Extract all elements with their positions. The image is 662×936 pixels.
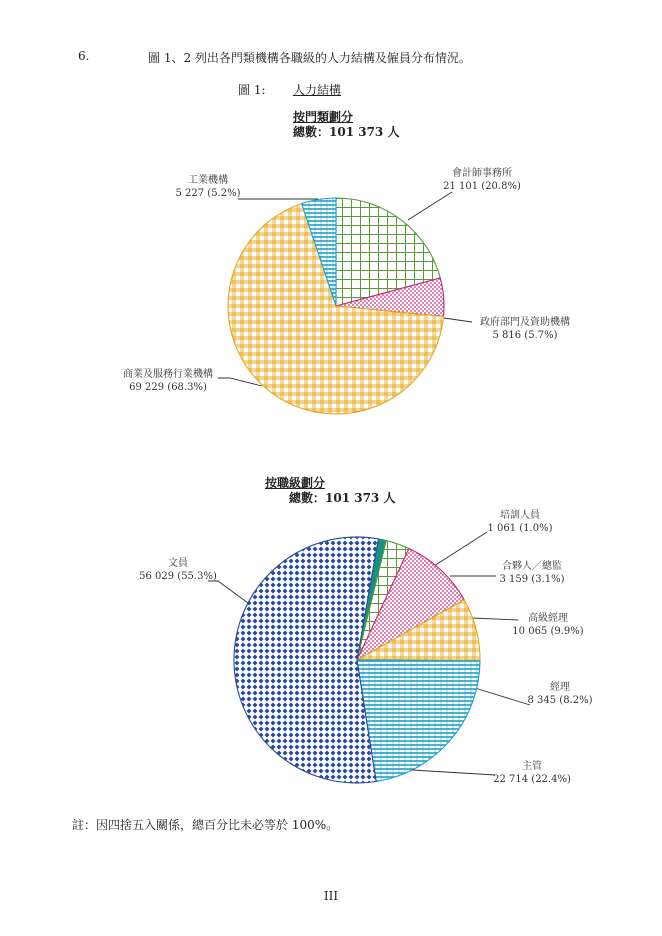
chart1-slice-value-2: 69 229 (68.3%) — [129, 382, 207, 393]
chart2-slice-value-2: 10 065 (9.9%) — [512, 626, 584, 637]
chart2-leader-line-2 — [472, 618, 518, 620]
paragraph-text: 圖 1、2 列出各門類機構各職級的人力結構及僱員分布情況。 — [148, 51, 471, 65]
chart1-slice-value-3: 5 227 (5.2%) — [175, 188, 241, 199]
chart1-leader-line-0 — [408, 192, 452, 220]
chart1-slice-value-0: 21 101 (20.8%) — [443, 181, 521, 192]
chart2-slice-value-5: 56 029 (55.3%) — [139, 571, 217, 582]
footnote: 註：因四捨五入關係，總百分比未必等於 100%。 — [72, 818, 339, 832]
chart2-pie-slice-4 — [357, 660, 480, 781]
chart2-slice-label-0: 培訓人員 — [500, 510, 540, 521]
chart2-pie-slice-5 — [234, 537, 378, 783]
chart1-slice-label-1: 政府部門及資助機構 — [480, 317, 570, 328]
chart2-leader-line-3 — [475, 688, 530, 705]
chart1-slice-value-1: 5 816 (5.7%) — [492, 330, 558, 341]
figure-label: 圖 1: — [238, 83, 266, 97]
chart2-slice-label-3: 經理 — [550, 682, 570, 693]
chart1-heading: 按門類劃分 — [293, 110, 354, 124]
chart2-slice-label-1: 合夥人／總監 — [502, 561, 562, 572]
chart2-slice-value-3: 8 345 (8.2%) — [527, 695, 593, 706]
chart1-slice-label-2: 商業及服務行業機構 — [123, 369, 213, 380]
paragraph-number: 6. — [78, 49, 90, 63]
chart2-leader-line-5 — [208, 581, 248, 603]
chart2-slice-value-4: 22 714 (22.4%) — [493, 774, 571, 785]
chart2-heading: 按職級劃分 — [265, 476, 326, 490]
chart2-slice-value-0: 1 061 (1.0%) — [487, 523, 553, 534]
chart2-leader-line-4 — [412, 770, 495, 775]
chart2-total: 總數：101 373 人 — [289, 491, 396, 505]
chart2-slice-label-2: 高級經理 — [528, 613, 568, 624]
chart1-leader-line-2 — [218, 378, 262, 386]
chart1-slice-label-3: 工業機構 — [188, 175, 228, 186]
figure-title: 人力結構 — [293, 83, 342, 97]
chart2-slice-value-1: 3 159 (3.1%) — [499, 574, 565, 585]
chart1-leader-line-1 — [444, 318, 472, 322]
page-number: III — [323, 889, 339, 903]
chart1-slice-label-0: 會計師事務所 — [452, 168, 512, 179]
chart2-slice-label-4: 主管 — [522, 761, 542, 772]
chart2-leader-line-0 — [434, 532, 487, 566]
chart1-total: 總數：101 373 人 — [293, 125, 400, 139]
chart2-slice-label-5: 文員 — [168, 558, 188, 569]
